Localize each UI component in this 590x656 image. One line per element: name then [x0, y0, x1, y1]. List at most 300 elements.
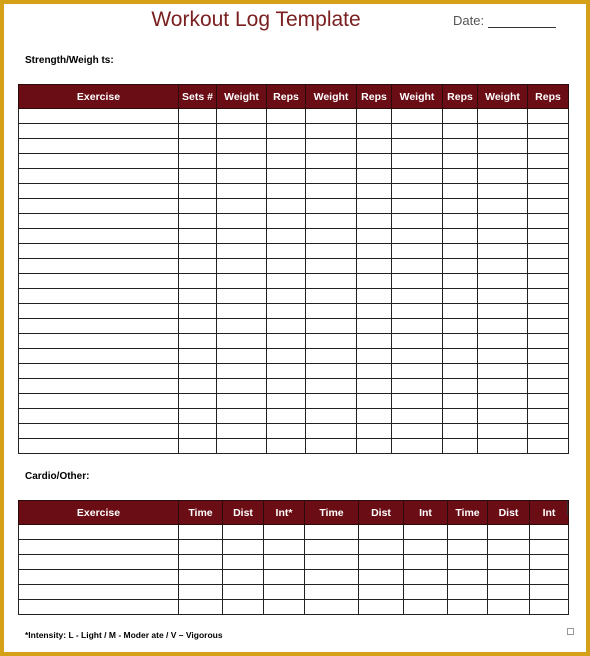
table-cell[interactable]: [443, 244, 478, 259]
table-cell[interactable]: [179, 184, 217, 199]
table-cell[interactable]: [528, 169, 569, 184]
table-cell[interactable]: [19, 244, 179, 259]
table-cell[interactable]: [392, 184, 443, 199]
table-cell[interactable]: [179, 379, 217, 394]
table-cell[interactable]: [478, 229, 528, 244]
table-cell[interactable]: [528, 439, 569, 454]
table-cell[interactable]: [392, 364, 443, 379]
table-cell[interactable]: [179, 555, 223, 570]
table-cell[interactable]: [478, 244, 528, 259]
table-cell[interactable]: [267, 184, 306, 199]
table-cell[interactable]: [404, 585, 448, 600]
table-cell[interactable]: [530, 540, 569, 555]
table-cell[interactable]: [179, 124, 217, 139]
table-cell[interactable]: [357, 364, 392, 379]
table-cell[interactable]: [306, 259, 357, 274]
table-cell[interactable]: [443, 409, 478, 424]
table-cell[interactable]: [488, 525, 530, 540]
table-cell[interactable]: [392, 334, 443, 349]
table-cell[interactable]: [267, 109, 306, 124]
table-cell[interactable]: [357, 214, 392, 229]
table-cell[interactable]: [306, 154, 357, 169]
table-cell[interactable]: [478, 394, 528, 409]
header-dist-3: Dist: [488, 501, 530, 525]
table-cell[interactable]: [306, 214, 357, 229]
table-cell[interactable]: [357, 439, 392, 454]
table-cell[interactable]: [267, 394, 306, 409]
table-cell[interactable]: [488, 600, 530, 615]
table-cell[interactable]: [478, 334, 528, 349]
table-cell[interactable]: [267, 139, 306, 154]
table-cell[interactable]: [306, 304, 357, 319]
table-cell[interactable]: [528, 334, 569, 349]
header-reps-2: Reps: [357, 85, 392, 109]
table-cell[interactable]: [359, 600, 404, 615]
table-cell[interactable]: [179, 525, 223, 540]
table-cell[interactable]: [179, 600, 223, 615]
table-cell[interactable]: [305, 585, 359, 600]
table-cell[interactable]: [392, 439, 443, 454]
table-cell[interactable]: [528, 259, 569, 274]
table-cell[interactable]: [357, 229, 392, 244]
table-cell[interactable]: [19, 334, 179, 349]
table-cell[interactable]: [179, 334, 217, 349]
table-cell[interactable]: [478, 289, 528, 304]
table-cell[interactable]: [217, 289, 267, 304]
table-cell[interactable]: [443, 169, 478, 184]
table-cell[interactable]: [404, 540, 448, 555]
table-cell[interactable]: [443, 364, 478, 379]
table-cell[interactable]: [392, 214, 443, 229]
table-cell[interactable]: [530, 585, 569, 600]
table-cell[interactable]: [179, 199, 217, 214]
table-cell[interactable]: [357, 169, 392, 184]
table-cell[interactable]: [217, 274, 267, 289]
table-cell[interactable]: [217, 334, 267, 349]
table-cell[interactable]: [179, 259, 217, 274]
table-cell[interactable]: [357, 409, 392, 424]
table-cell[interactable]: [357, 379, 392, 394]
table-cell[interactable]: [392, 154, 443, 169]
table-cell[interactable]: [306, 439, 357, 454]
table-cell[interactable]: [359, 540, 404, 555]
table-cell[interactable]: [267, 439, 306, 454]
table-cell[interactable]: [217, 124, 267, 139]
table-cell[interactable]: [217, 349, 267, 364]
table-cell[interactable]: [217, 304, 267, 319]
table-cell[interactable]: [305, 540, 359, 555]
table-cell[interactable]: [306, 364, 357, 379]
table-cell[interactable]: [223, 600, 264, 615]
table-cell[interactable]: [267, 364, 306, 379]
table-cell[interactable]: [443, 334, 478, 349]
table-cell[interactable]: [443, 229, 478, 244]
table-cell[interactable]: [528, 349, 569, 364]
table-cell[interactable]: [404, 600, 448, 615]
table-cell[interactable]: [528, 139, 569, 154]
table-cell[interactable]: [357, 259, 392, 274]
table-cell[interactable]: [179, 364, 217, 379]
table-cell[interactable]: [306, 169, 357, 184]
table-cell[interactable]: [528, 394, 569, 409]
table-cell[interactable]: [179, 540, 223, 555]
table-cell[interactable]: [217, 109, 267, 124]
table-cell[interactable]: [392, 349, 443, 364]
table-cell[interactable]: [404, 555, 448, 570]
table-cell[interactable]: [443, 439, 478, 454]
table-cell[interactable]: [478, 124, 528, 139]
table-cell[interactable]: [179, 424, 217, 439]
table-cell[interactable]: [528, 154, 569, 169]
table-cell[interactable]: [528, 229, 569, 244]
table-cell[interactable]: [448, 570, 488, 585]
header-int-1: Int*: [264, 501, 305, 525]
table-cell[interactable]: [357, 154, 392, 169]
table-cell[interactable]: [306, 139, 357, 154]
table-cell[interactable]: [404, 525, 448, 540]
table-cell[interactable]: [478, 274, 528, 289]
table-cell[interactable]: [19, 229, 179, 244]
table-cell[interactable]: [223, 540, 264, 555]
table-row: [19, 154, 569, 169]
table-cell[interactable]: [223, 525, 264, 540]
table-cell[interactable]: [392, 379, 443, 394]
table-cell[interactable]: [264, 600, 305, 615]
table-cell[interactable]: [478, 409, 528, 424]
table-cell[interactable]: [530, 600, 569, 615]
table-cell[interactable]: [448, 525, 488, 540]
table-cell[interactable]: [306, 109, 357, 124]
table-row: [19, 379, 569, 394]
table-cell[interactable]: [528, 289, 569, 304]
table-cell[interactable]: [19, 109, 179, 124]
table-cell[interactable]: [306, 274, 357, 289]
table-cell[interactable]: [306, 379, 357, 394]
table-cell[interactable]: [305, 570, 359, 585]
table-cell[interactable]: [306, 124, 357, 139]
table-cell[interactable]: [305, 600, 359, 615]
table-cell[interactable]: [443, 259, 478, 274]
table-cell[interactable]: [217, 439, 267, 454]
table-cell[interactable]: [488, 585, 530, 600]
table-cell[interactable]: [392, 229, 443, 244]
table-cell[interactable]: [306, 244, 357, 259]
table-cell[interactable]: [530, 555, 569, 570]
table-cell[interactable]: [357, 304, 392, 319]
table-cell[interactable]: [359, 525, 404, 540]
table-cell[interactable]: [478, 199, 528, 214]
table-cell[interactable]: [264, 540, 305, 555]
table-cell[interactable]: [264, 555, 305, 570]
table-cell[interactable]: [19, 169, 179, 184]
table-cell[interactable]: [179, 394, 217, 409]
table-cell[interactable]: [179, 439, 217, 454]
table-cell[interactable]: [357, 244, 392, 259]
table-cell[interactable]: [488, 570, 530, 585]
table-cell[interactable]: [217, 214, 267, 229]
table-cell[interactable]: [179, 319, 217, 334]
table-cell[interactable]: [448, 540, 488, 555]
table-cell[interactable]: [357, 139, 392, 154]
table-cell[interactable]: [19, 274, 179, 289]
table-cell[interactable]: [19, 379, 179, 394]
table-cell[interactable]: [19, 540, 179, 555]
table-cell[interactable]: [478, 439, 528, 454]
table-cell[interactable]: [478, 259, 528, 274]
table-cell[interactable]: [19, 184, 179, 199]
resize-handle-icon[interactable]: [567, 628, 574, 635]
table-cell[interactable]: [306, 319, 357, 334]
table-cell[interactable]: [264, 585, 305, 600]
table-cell[interactable]: [267, 274, 306, 289]
table-cell[interactable]: [267, 289, 306, 304]
table-cell[interactable]: [223, 555, 264, 570]
table-cell[interactable]: [528, 379, 569, 394]
table-cell[interactable]: [443, 124, 478, 139]
table-cell[interactable]: [267, 154, 306, 169]
table-cell[interactable]: [488, 555, 530, 570]
table-cell[interactable]: [306, 394, 357, 409]
table-cell[interactable]: [528, 319, 569, 334]
table-cell[interactable]: [528, 109, 569, 124]
table-cell[interactable]: [19, 304, 179, 319]
table-cell[interactable]: [179, 274, 217, 289]
table-cell[interactable]: [217, 394, 267, 409]
table-cell[interactable]: [478, 214, 528, 229]
table-cell[interactable]: [357, 199, 392, 214]
table-cell[interactable]: [306, 409, 357, 424]
table-cell[interactable]: [19, 214, 179, 229]
table-cell[interactable]: [306, 229, 357, 244]
table-cell[interactable]: [19, 585, 179, 600]
table-cell[interactable]: [478, 379, 528, 394]
table-cell[interactable]: [267, 229, 306, 244]
table-cell[interactable]: [359, 570, 404, 585]
table-cell[interactable]: [19, 199, 179, 214]
table-cell[interactable]: [478, 424, 528, 439]
table-cell[interactable]: [530, 525, 569, 540]
table-cell[interactable]: [305, 525, 359, 540]
table-cell[interactable]: [357, 349, 392, 364]
table-cell[interactable]: [19, 154, 179, 169]
table-cell[interactable]: [443, 319, 478, 334]
table-cell[interactable]: [392, 139, 443, 154]
table-cell[interactable]: [19, 600, 179, 615]
table-cell[interactable]: [306, 184, 357, 199]
table-cell[interactable]: [19, 259, 179, 274]
table-cell[interactable]: [217, 199, 267, 214]
table-cell[interactable]: [19, 525, 179, 540]
table-cell[interactable]: [443, 304, 478, 319]
table-row: [19, 124, 569, 139]
table-cell[interactable]: [478, 109, 528, 124]
table-cell[interactable]: [443, 349, 478, 364]
table-cell[interactable]: [19, 570, 179, 585]
table-cell[interactable]: [179, 109, 217, 124]
table-cell[interactable]: [478, 154, 528, 169]
table-cell[interactable]: [264, 570, 305, 585]
table-cell[interactable]: [528, 199, 569, 214]
table-cell[interactable]: [443, 109, 478, 124]
table-cell[interactable]: [19, 349, 179, 364]
table-cell[interactable]: [392, 259, 443, 274]
table-cell[interactable]: [392, 304, 443, 319]
table-cell[interactable]: [19, 289, 179, 304]
table-cell[interactable]: [528, 304, 569, 319]
table-cell[interactable]: [392, 409, 443, 424]
table-cell[interactable]: [443, 394, 478, 409]
table-cell[interactable]: [267, 424, 306, 439]
table-cell[interactable]: [392, 244, 443, 259]
table-cell[interactable]: [357, 184, 392, 199]
table-cell[interactable]: [357, 124, 392, 139]
table-cell[interactable]: [478, 139, 528, 154]
table-cell[interactable]: [19, 555, 179, 570]
table-cell[interactable]: [19, 124, 179, 139]
date-blank-line[interactable]: [488, 15, 556, 28]
table-cell[interactable]: [528, 244, 569, 259]
table-cell[interactable]: [306, 199, 357, 214]
table-cell[interactable]: [478, 349, 528, 364]
table-cell[interactable]: [478, 304, 528, 319]
table-cell[interactable]: [267, 244, 306, 259]
table-cell[interactable]: [179, 289, 217, 304]
table-cell[interactable]: [478, 184, 528, 199]
table-cell[interactable]: [357, 319, 392, 334]
table-cell[interactable]: [528, 274, 569, 289]
table-cell[interactable]: [179, 409, 217, 424]
table-cell[interactable]: [448, 555, 488, 570]
table-cell[interactable]: [179, 304, 217, 319]
table-cell[interactable]: [357, 424, 392, 439]
table-cell[interactable]: [404, 570, 448, 585]
table-cell[interactable]: [267, 169, 306, 184]
table-cell[interactable]: [392, 274, 443, 289]
table-cell[interactable]: [19, 364, 179, 379]
table-cell[interactable]: [357, 274, 392, 289]
table-cell[interactable]: [528, 409, 569, 424]
table-cell[interactable]: [267, 334, 306, 349]
table-cell[interactable]: [443, 139, 478, 154]
table-cell[interactable]: [306, 349, 357, 364]
table-cell[interactable]: [267, 319, 306, 334]
table-cell[interactable]: [179, 570, 223, 585]
table-cell[interactable]: [357, 334, 392, 349]
table-cell[interactable]: [443, 184, 478, 199]
table-cell[interactable]: [392, 109, 443, 124]
table-cell[interactable]: [19, 424, 179, 439]
table-cell[interactable]: [179, 169, 217, 184]
table-cell[interactable]: [217, 229, 267, 244]
table-cell[interactable]: [217, 319, 267, 334]
table-cell[interactable]: [217, 259, 267, 274]
table-cell[interactable]: [478, 169, 528, 184]
table-cell[interactable]: [443, 274, 478, 289]
table-cell[interactable]: [392, 424, 443, 439]
table-cell[interactable]: [478, 364, 528, 379]
table-cell[interactable]: [217, 424, 267, 439]
table-cell[interactable]: [443, 289, 478, 304]
table-cell[interactable]: [357, 109, 392, 124]
table-cell[interactable]: [267, 259, 306, 274]
table-cell[interactable]: [448, 600, 488, 615]
table-cell[interactable]: [179, 229, 217, 244]
table-cell[interactable]: [392, 394, 443, 409]
table-cell[interactable]: [392, 289, 443, 304]
table-cell[interactable]: [443, 154, 478, 169]
table-cell[interactable]: [217, 184, 267, 199]
table-cell[interactable]: [443, 424, 478, 439]
table-cell[interactable]: [528, 364, 569, 379]
table-cell[interactable]: [357, 289, 392, 304]
table-cell[interactable]: [267, 304, 306, 319]
table-cell[interactable]: [267, 409, 306, 424]
table-cell[interactable]: [448, 585, 488, 600]
table-cell[interactable]: [179, 585, 223, 600]
table-cell[interactable]: [528, 214, 569, 229]
table-cell[interactable]: [528, 184, 569, 199]
table-cell[interactable]: [217, 364, 267, 379]
table-cell[interactable]: [306, 289, 357, 304]
table-cell[interactable]: [179, 244, 217, 259]
table-cell[interactable]: [179, 349, 217, 364]
table-cell[interactable]: [264, 525, 305, 540]
table-cell[interactable]: [488, 540, 530, 555]
table-cell[interactable]: [217, 409, 267, 424]
table-cell[interactable]: [217, 169, 267, 184]
table-cell[interactable]: [267, 379, 306, 394]
table-cell[interactable]: [267, 124, 306, 139]
table-cell[interactable]: [392, 199, 443, 214]
table-cell[interactable]: [392, 124, 443, 139]
table-cell[interactable]: [528, 124, 569, 139]
table-cell[interactable]: [392, 319, 443, 334]
table-cell[interactable]: [528, 424, 569, 439]
table-cell[interactable]: [179, 214, 217, 229]
table-cell[interactable]: [530, 570, 569, 585]
table-cell[interactable]: [19, 409, 179, 424]
table-cell[interactable]: [217, 379, 267, 394]
table-cell[interactable]: [443, 379, 478, 394]
table-cell[interactable]: [217, 154, 267, 169]
table-cell[interactable]: [306, 334, 357, 349]
table-cell[interactable]: [305, 555, 359, 570]
table-cell[interactable]: [443, 199, 478, 214]
table-cell[interactable]: [19, 319, 179, 334]
table-cell[interactable]: [19, 439, 179, 454]
table-cell[interactable]: [179, 139, 217, 154]
table-cell[interactable]: [179, 154, 217, 169]
table-cell[interactable]: [223, 585, 264, 600]
header-reps-1: Reps: [267, 85, 306, 109]
table-cell[interactable]: [359, 555, 404, 570]
table-cell[interactable]: [359, 585, 404, 600]
table-cell[interactable]: [478, 319, 528, 334]
table-cell[interactable]: [217, 139, 267, 154]
table-cell[interactable]: [19, 139, 179, 154]
table-cell[interactable]: [19, 394, 179, 409]
table-cell[interactable]: [392, 169, 443, 184]
table-cell[interactable]: [443, 214, 478, 229]
table-cell[interactable]: [267, 214, 306, 229]
table-cell[interactable]: [306, 424, 357, 439]
table-cell[interactable]: [217, 244, 267, 259]
table-cell[interactable]: [223, 570, 264, 585]
table-cell[interactable]: [267, 349, 306, 364]
table-cell[interactable]: [357, 394, 392, 409]
table-cell[interactable]: [267, 199, 306, 214]
header-time-1: Time: [179, 501, 223, 525]
